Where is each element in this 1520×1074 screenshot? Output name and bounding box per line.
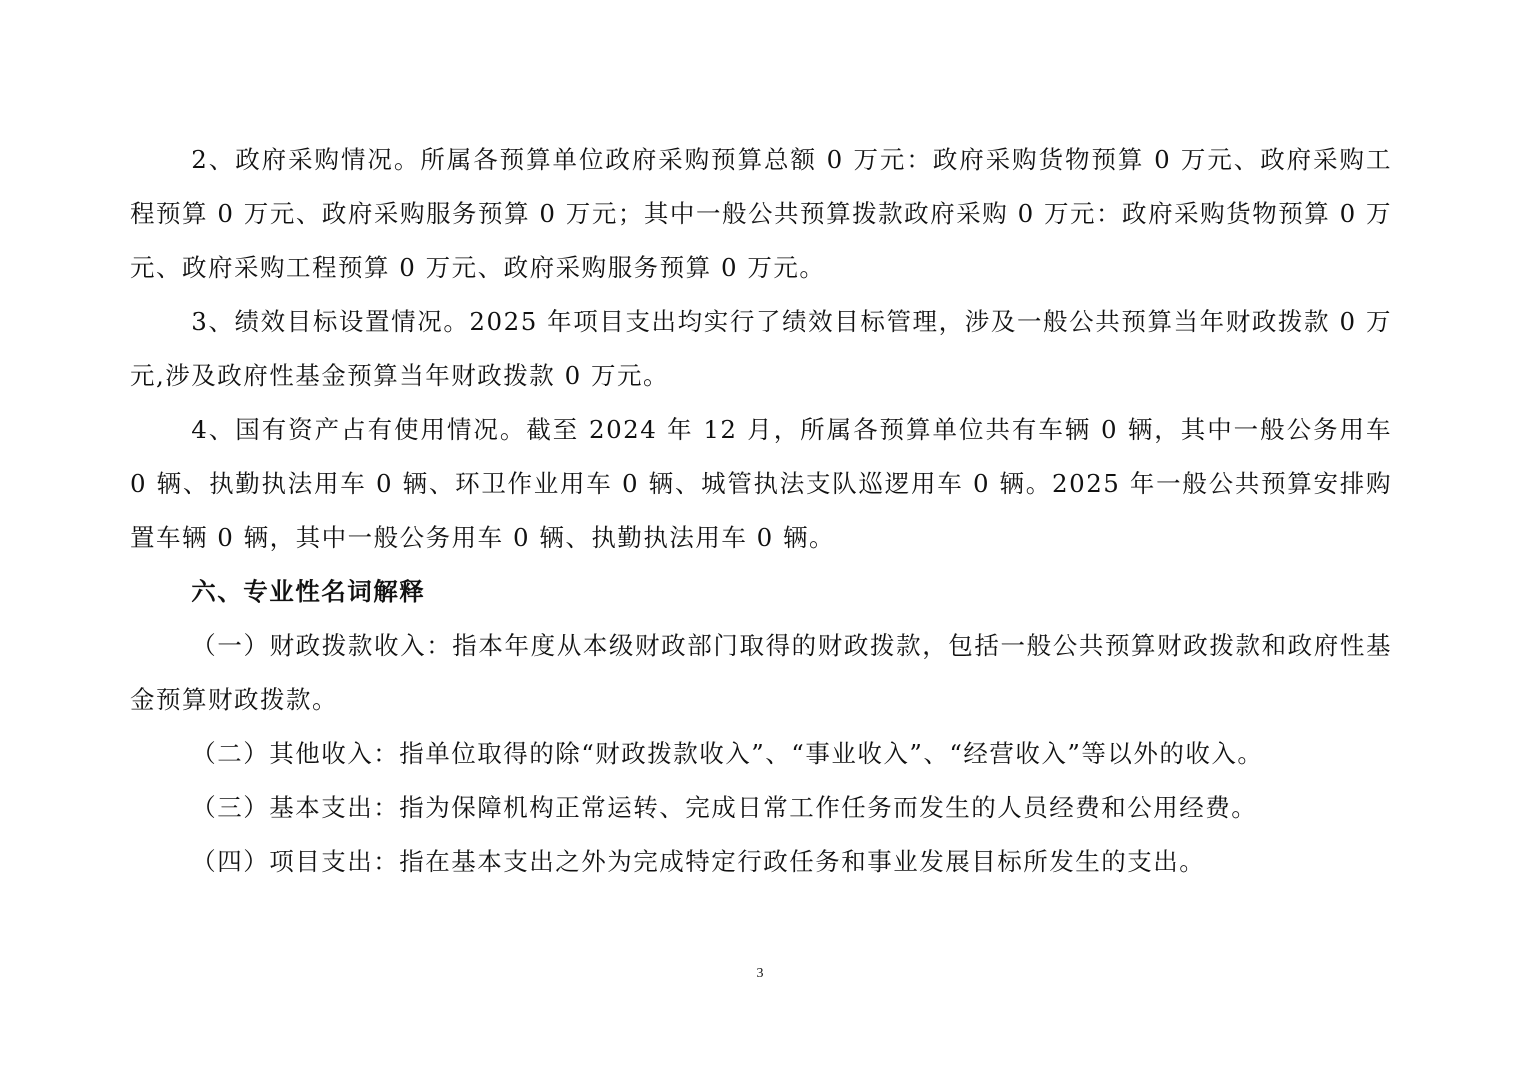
paragraph-government-procurement: 2、政府采购情况。所属各预算单位政府采购预算总额 0 万元：政府采购货物预算 0 万元、政府采购工程预算 0 万元、政府采购服务预算 0 万元；其中一般公共预算拨款政府采购 0 万元：政府采购货物预算 0 万元、政府采购工程预算 0 万元、政府采购服务预算 0 万元。 [130,145,1392,282]
paragraph-performance-targets: 3、绩效目标设置情况。2025 年项目支出均实行了绩效目标管理，涉及一般公共预算当年财政拨款 0 万元,涉及政府性基金预算当年财政拨款 0 万元。 [130,307,1392,390]
paragraph-term-other-income: （二）其他收入：指单位取得的除“财政拨款收入”、“事业收入”、“经营收入”等以外的收入。 [191,739,1264,768]
paragraph-term-project-expenditure: （四）项目支出：指在基本支出之外为完成特定行政任务和事业发展目标所发生的支出。 [191,847,1206,876]
section-heading-terms: 六、专业性名词解释 [191,577,426,606]
paragraph-term-basic-expenditure: （三）基本支出：指为保障机构正常运转、完成日常工作任务而发生的人员经费和公用经费。 [191,793,1258,822]
page-number: 3 [756,966,764,981]
paragraph-state-assets: 4、国有资产占有使用情况。截至 2024 年 12 月，所属各预算单位共有车辆 0 辆，其中一般公务用车 0 辆、执勤执法用车 0 辆、环卫作业用车 0 辆、城管执法支队巡逻用车 0 辆。2025 年一般公共预算安排购置车辆 0 辆，其中一般公务用车 0 辆、执勤执法用车 0 辆。 [130,415,1392,552]
document-body [130,133,1392,889]
paragraph-term-fiscal-income: （一）财政拨款收入：指本年度从本级财政部门取得的财政拨款，包括一般公共预算财政拨款和政府性基金预算财政拨款。 [130,631,1392,714]
